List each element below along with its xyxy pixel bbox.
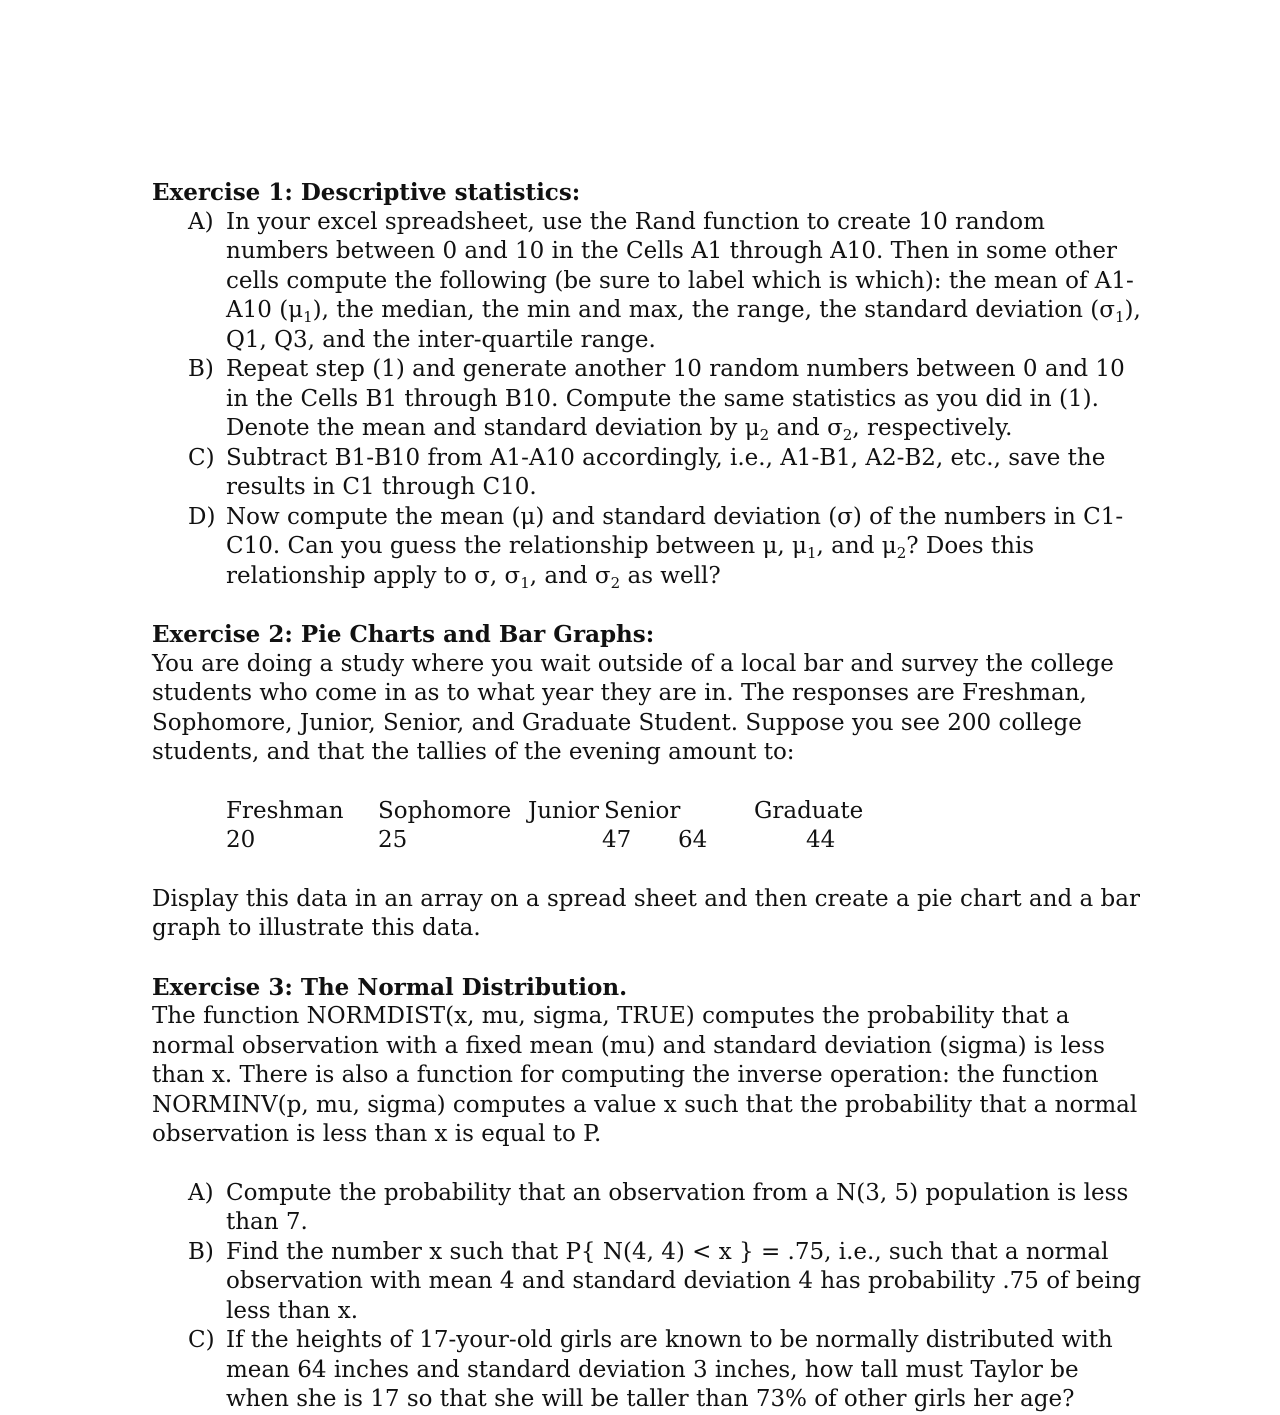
tally-value-graduate: 44 [806, 827, 836, 853]
item-marker: C) [188, 1327, 215, 1353]
tally-header-sophomore: Sophomore [378, 797, 512, 824]
tally-header-graduate: Graduate [754, 797, 864, 824]
exercise-1-list [188, 208, 1142, 592]
exercise-3-item-c [188, 1326, 1142, 1415]
item-text: Compute the probability that an observation from a N(3, 5) population is less than 7. [226, 1179, 1129, 1235]
spacer [152, 856, 1142, 885]
item-text: as well? [620, 562, 721, 589]
exercise-1-item-c [188, 444, 1142, 503]
item-text: ), the median, the min and max, the range, the standard deviation (σ [312, 297, 1115, 323]
exercise-2-outro: Display this data in an array on a spread sheet and then create a pie chart and a bar graph to illustrate this data. [152, 885, 1140, 941]
exercise-3-item-b [188, 1238, 1142, 1327]
subscript: 1 [520, 573, 530, 592]
document-content [152, 178, 1142, 1415]
tally-header-senior: Senior [604, 797, 681, 824]
item-text: If the heights of 17-your-old girls are known to be normally distributed with mean 64 inches and standard deviation 3 inches, how tall must Taylor be when she is 17 so that she will be taller than 73% of other girls her age? [226, 1327, 1113, 1412]
exercise-3-list [188, 1179, 1142, 1415]
item-text: ? Does this relationship apply to σ, σ [226, 533, 1035, 589]
item-marker: D) [188, 503, 216, 530]
subscript: 2 [896, 544, 907, 562]
item-text: , and μ [816, 533, 897, 559]
subscript: 2 [759, 426, 770, 444]
spacer [152, 944, 1142, 973]
spacer [152, 591, 1142, 620]
exercise-3-item-a [188, 1179, 1142, 1238]
subscript: 2 [842, 426, 853, 444]
item-text: Subtract B1-B10 from A1-A10 accordingly, i.e., A1-B1, A2-B2, etc., save the results in C1 through C10. [226, 444, 1106, 500]
item-text: In your excel spreadsheet, use the Rand function to create 10 random numbers between 0 and 10 in the Cells A1 through A10. Then in some other cells compute the following (be sure to label which is which): the mean of A1-A10 (μ [226, 208, 1134, 323]
tally-table [226, 797, 1142, 856]
item-marker: A) [188, 1179, 214, 1206]
item-text: and σ [769, 415, 843, 441]
exercise-2-intro: You are doing a study where you wait outside of a local bar and survey the college students who come in as to what year they are in. The responses are Freshman, Sophomore, Junior, Senior, and Graduate Student. Suppose you see 200 college students, and that the tallies of the evening amount to: [152, 650, 1114, 765]
subscript: 2 [610, 573, 621, 592]
exercise-1-item-b [188, 355, 1142, 444]
item-text: , respectively. [852, 415, 1013, 441]
tally-value-freshman: 20 [226, 827, 256, 853]
exercise-1 [152, 178, 1142, 591]
exercise-1-item-d [188, 503, 1142, 592]
subscript: 1 [303, 308, 313, 326]
spacer [152, 1150, 1142, 1179]
exercise-1-heading: Exercise 1: Descriptive statistics: [152, 179, 581, 206]
tally-value-senior: 64 [678, 827, 708, 853]
exercise-3 [152, 973, 1142, 1415]
item-text: Repeat step (1) and generate another 10 random numbers between 0 and 10 in the Cells B1 through B10. Compute the same statistics as you did in (1). Denote the mean and standard deviation by μ [226, 356, 1125, 441]
tally-value-junior: 47 [602, 827, 632, 853]
item-marker: B) [188, 356, 214, 382]
exercise-2-heading: Exercise 2: Pie Charts and Bar Graphs: [152, 621, 655, 648]
exercise-3-intro: The function NORMDIST(x, mu, sigma, TRUE) computes the probability that a normal observation with a fixed mean (mu) and standard deviation (sigma) is less than x. There is also a function for computing the inverse operation: the function NORMINV(p, mu, sigma) computes a value x such that the probability that a normal observation is less than x is equal to P. [152, 1003, 1138, 1147]
tally-header-freshman: Freshman [226, 797, 344, 824]
subscript: 1 [1114, 308, 1125, 326]
item-marker: B) [188, 1238, 214, 1265]
subscript: 1 [807, 544, 817, 562]
exercise-2 [152, 620, 1142, 944]
item-marker: A) [188, 208, 214, 235]
item-text: Now compute the mean (μ) and standard deviation (σ) of the numbers in C1-C10. Can you guess the relationship between μ, μ [226, 503, 1124, 559]
item-text: ), Q1, Q3, and the inter-quartile range. [226, 297, 1141, 353]
exercise-3-heading: Exercise 3: The Normal Distribution. [152, 973, 628, 1001]
item-marker: C) [188, 444, 215, 471]
item-text: , and σ [529, 562, 611, 589]
spacer [152, 768, 1142, 797]
exercise-1-item-a [188, 208, 1142, 356]
tally-value-sophomore: 25 [378, 827, 408, 853]
tally-header-junior: Junior [528, 797, 600, 824]
item-text: Find the number x such that P{ N(4, 4) < x } = .75, i.e., such that a normal observation with mean 4 and standard deviation 4 has probability .75 of being less than x. [226, 1238, 1142, 1324]
